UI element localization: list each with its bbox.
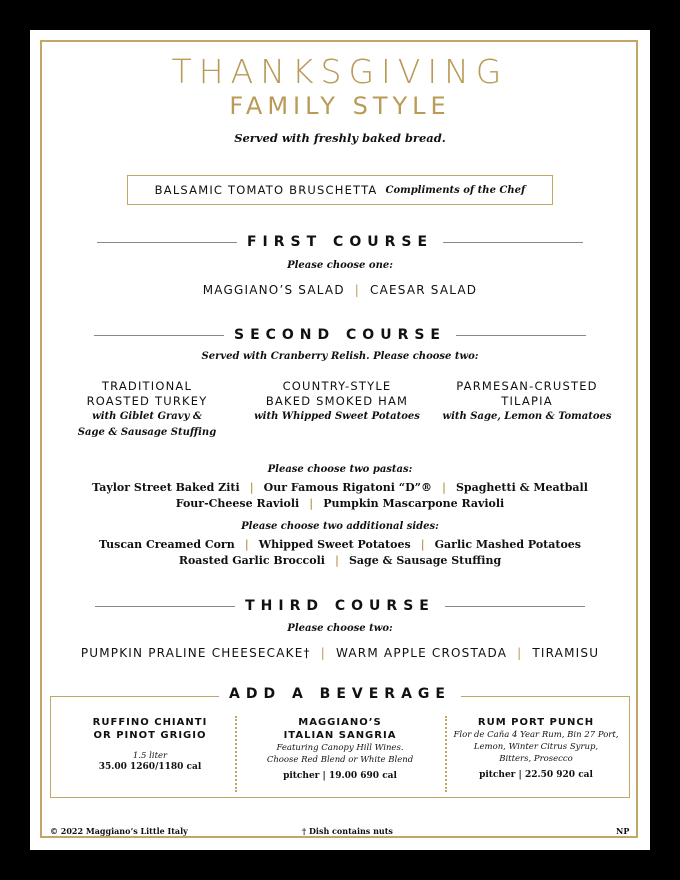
beverage-desc: Featuring Canopy Hill Wines. [276, 743, 404, 753]
footer-nut-note: † Dish contains nuts [302, 826, 393, 836]
pasta-row-1: Taylor Street Baked Ziti | Our Famous Rigatoni “D”® | Spaghetti & Meatball [92, 481, 588, 494]
first-course-heading [30, 234, 650, 250]
pasta-instruction: Please choose two pastas: [267, 464, 413, 475]
beverage-sangria [250, 716, 430, 781]
entree-turkey [52, 379, 242, 441]
footer-copyright: © 2022 Maggiano’s Little Italy [50, 826, 188, 836]
entree-name: COUNTRY-STYLE [282, 379, 392, 393]
beverage-title: ADD A BEVERAGE [219, 686, 461, 702]
pasta-item: Taylor Street Baked Ziti [92, 481, 240, 494]
side-item: Garlic Mashed Potatoes [434, 538, 582, 551]
beverage-price: 35.00 1260/1180 cal [98, 762, 202, 772]
bruschetta-box [127, 175, 553, 205]
bread-subtitle: Served with freshly baked bread. [234, 131, 446, 145]
entree-name: TILAPIA [501, 394, 553, 408]
divider-line [94, 335, 224, 336]
sides-instruction: Please choose two additional sides: [241, 521, 439, 532]
beverage-desc: Flor de Caña 4 Year Rum, Bin 27 Port, [453, 730, 619, 740]
dessert-item: PUMPKIN PRALINE CHEESECAKE† [80, 646, 311, 660]
entree-desc: Sage & Sausage Stuffing [77, 427, 217, 438]
entree-name: BAKED SMOKED HAM [265, 394, 409, 408]
pasta-item: Four-Cheese Ravioli [175, 497, 300, 510]
bruschetta-name: BALSAMIC TOMATO BRUSCHETTA [154, 183, 378, 197]
beverage-name: ITALIAN SANGRIA [283, 730, 397, 741]
separator: | [354, 283, 361, 297]
beverage-name: RUFFINO CHIANTI [92, 717, 208, 728]
beverage-desc: Lemon, Winter Citrus Syrup, [473, 742, 599, 752]
beverage-chianti [60, 716, 240, 772]
entree-tilapia [432, 379, 622, 425]
beverage-desc: Bitters, Prosecco [499, 754, 573, 764]
divider-line [443, 242, 583, 243]
third-course-heading [30, 598, 650, 614]
bruschetta-note: Compliments of the Chef [385, 184, 526, 196]
beverage-name: OR PINOT GRIGIO [93, 730, 207, 741]
second-course-title: SECOND COURSE [233, 327, 446, 343]
third-course-instruction: Please choose two: [287, 623, 393, 634]
divider-line [95, 606, 235, 607]
beverage-desc: Choose Red Blend or White Blend [266, 755, 414, 765]
dessert-item: TIRAMISU [532, 646, 600, 660]
title-thanksgiving: THANKSGIVING [171, 52, 509, 91]
beverage-name: RUM PORT PUNCH [477, 717, 595, 728]
dessert-item: WARM APPLE CROSTADA [335, 646, 508, 660]
divider-line [456, 335, 586, 336]
footer-code: NP [616, 826, 630, 836]
sides-row-2: Roasted Garlic Broccoli | Sage & Sausage Stuffing [178, 554, 502, 567]
pasta-row-2: Four-Cheese Ravioli | Pumpkin Mascarpone Ravioli [175, 497, 505, 510]
beverage-price: pitcher | 19.00 690 cal [283, 771, 397, 781]
title-family-style: FAMILY STYLE [229, 92, 451, 120]
entree-name: TRADITIONAL [101, 379, 193, 393]
entree-desc: with Giblet Gravy & [92, 411, 202, 422]
entree-desc: with Whipped Sweet Potatoes [254, 411, 420, 422]
beverage-desc: 1.5 liter [132, 751, 168, 761]
second-course-instruction: Served with Cranberry Relish. Please choose two: [201, 351, 479, 362]
pasta-item: Spaghetti & Meatball [455, 481, 588, 494]
dotted-divider [235, 716, 237, 792]
sides-row-1: Tuscan Creamed Corn | Whipped Sweet Potatoes | Garlic Mashed Potatoes [98, 538, 582, 551]
entree-ham [242, 379, 432, 425]
side-item: Sage & Sausage Stuffing [348, 554, 502, 567]
entree-desc: with Sage, Lemon & Tomatoes [442, 411, 612, 422]
pasta-item: Our Famous Rigatoni “D”® [263, 481, 432, 494]
beverage-heading [30, 686, 650, 702]
side-item: Roasted Garlic Broccoli [178, 554, 325, 567]
beverage-price: pitcher | 22.50 920 cal [479, 770, 593, 780]
beverage-name: MAGGIANO’S [298, 717, 382, 728]
first-course-items [30, 283, 650, 297]
divider-line [97, 242, 237, 243]
first-course-title: FIRST COURSE [246, 234, 434, 250]
side-item: Whipped Sweet Potatoes [258, 538, 411, 551]
first-course-instruction: Please choose one: [287, 260, 393, 271]
entree-name: ROASTED TURKEY [86, 394, 208, 408]
entree-name: PARMESAN-CRUSTED [456, 379, 598, 393]
third-course-items: PUMPKIN PRALINE CHEESECAKE† | WARM APPLE CROSTADA | TIRAMISU [80, 646, 600, 660]
first-course-item: CAESAR SALAD [370, 283, 478, 297]
divider-line [445, 606, 585, 607]
third-course-title: THIRD COURSE [245, 598, 435, 614]
pasta-item: Pumpkin Mascarpone Ravioli [323, 497, 505, 510]
menu-page [30, 30, 650, 850]
second-course-heading [30, 327, 650, 343]
side-item: Tuscan Creamed Corn [98, 538, 235, 551]
first-course-item: MAGGIANO’S SALAD [202, 283, 345, 297]
beverage-rum-punch [446, 716, 626, 780]
